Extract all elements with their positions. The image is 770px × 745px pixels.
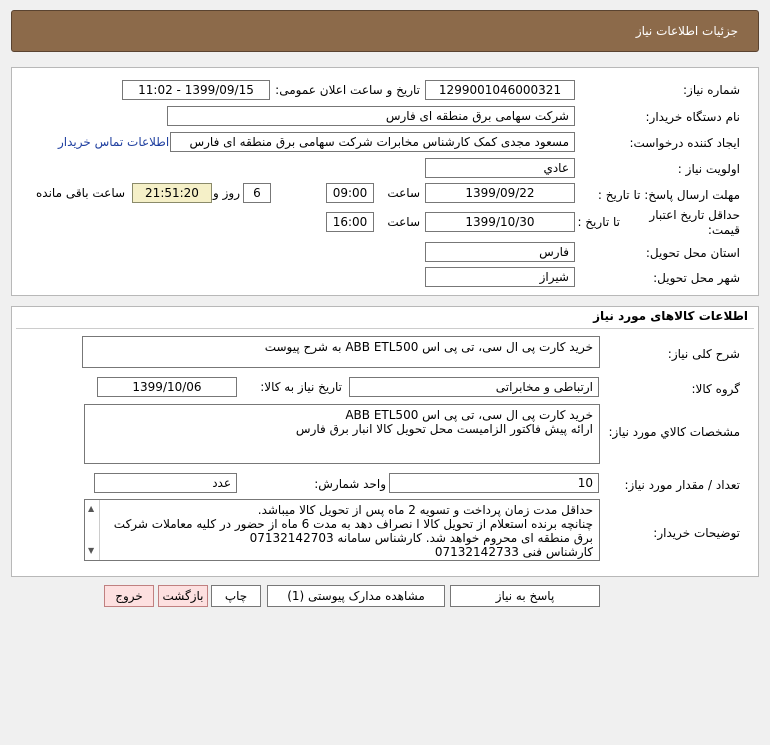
- announce-field: 1399/09/15 - 11:02: [122, 80, 270, 100]
- city-label: شهر محل تحویل:: [653, 271, 740, 285]
- back-button[interactable]: بازگشت: [158, 585, 208, 607]
- deadline-time-field: 09:00: [326, 183, 374, 203]
- need-number-label: شماره نیاز:: [683, 83, 740, 97]
- province-field: فارس: [425, 242, 575, 262]
- buyer-contact-link[interactable]: اطلاعات تماس خریدار: [58, 135, 170, 149]
- respond-button[interactable]: پاسخ به نیاز: [450, 585, 600, 607]
- days-remaining-field: 6: [243, 183, 271, 203]
- need-number-field: 1299001046000321: [425, 80, 575, 100]
- deadline-date-field: 1399/09/22: [425, 183, 575, 203]
- validity-time-label: ساعت: [387, 215, 420, 229]
- announce-label: تاریخ و ساعت اعلان عمومی:: [275, 83, 420, 97]
- need-info-panel: [11, 67, 759, 296]
- validity-time-field: 16:00: [326, 212, 374, 232]
- goods-group-label: گروه کالا:: [691, 382, 740, 396]
- buyer-org-label: نام دستگاه خریدار:: [645, 110, 740, 124]
- province-label: استان محل تحویل:: [645, 246, 740, 260]
- notes-line-1: حداقل مدت زمان پرداخت و تسویه 2 ماه پس از تحویل کالا میباشد.: [257, 503, 593, 517]
- validity-label: حداقل تاریخ اعتبار قیمت:: [649, 208, 740, 237]
- need-date-label: تاریخ نیاز به کالا:: [260, 380, 342, 394]
- remaining-time-field: 21:51:20: [132, 183, 212, 203]
- buyer-notes-label: توضیحات خریدار:: [653, 526, 740, 540]
- summary-field: خرید کارت پی ال سی، تی پی اس ABB ETL500 به شرح پیوست: [82, 336, 600, 368]
- quantity-field: 10: [389, 473, 599, 493]
- scroll-up-icon[interactable]: ▲: [88, 504, 95, 513]
- creator-field: مسعود مجدی کمک کارشناس مخابرات شرکت سهامی برق منطقه ای فارس: [170, 132, 575, 152]
- quantity-label: تعداد / مقدار مورد نیاز:: [624, 478, 740, 492]
- notes-line-2: چنانچه برنده استعلام از تحویل کالا ا نصراف دهد به مدت 6 ماه از حضور در کلیه معاملات شرکت برق منطقه ای محروم خواهد شد. کارشناس سامانه 07132142703: [113, 517, 593, 545]
- remaining-label: ساعت باقی مانده: [36, 186, 126, 200]
- page-title: جزئیات اطلاعات نیاز: [635, 24, 738, 38]
- print-button[interactable]: چاپ: [211, 585, 261, 607]
- creator-label: ایجاد کننده درخواست:: [629, 136, 740, 150]
- priority-label: اولویت نیاز :: [677, 162, 740, 176]
- notes-line-3: کارشناس فنی 07132142733: [434, 545, 593, 559]
- specs-field: [84, 404, 600, 464]
- deadline-label: مهلت ارسال پاسخ: تا تاریخ :: [597, 188, 740, 202]
- goods-group-field: ارتباطی و مخابراتی: [349, 377, 599, 397]
- page-header: [11, 10, 759, 52]
- city-field: شیراز: [425, 267, 575, 287]
- summary-label: شرح کلی نیاز:: [667, 347, 740, 361]
- buyer-notes-field: [84, 499, 600, 561]
- specs-label: مشخصات کالاي مورد نیاز:: [608, 425, 740, 439]
- deadline-time-label: ساعت: [387, 186, 420, 200]
- days-label: روز و: [213, 186, 240, 200]
- need-date-field: 1399/10/06: [97, 377, 237, 397]
- exit-button[interactable]: خروج: [104, 585, 154, 607]
- goods-section-title: اطلاعات کالاهای مورد نیاز: [593, 309, 748, 323]
- section-divider: [16, 328, 754, 329]
- specs-line-2: ارائه پیش فاکتور الزامیست محل تحویل کالا انبار برق فارس: [295, 422, 593, 436]
- buyer-org-field: شرکت سهامی برق منطقه ای فارس: [167, 106, 575, 126]
- unit-label: واحد شمارش:: [314, 477, 386, 491]
- view-attachments-button[interactable]: مشاهده مدارک پیوستی (1): [267, 585, 445, 607]
- priority-field: عادي: [425, 158, 575, 178]
- validity-until-label: تا تاریخ :: [577, 215, 620, 229]
- validity-date-field: 1399/10/30: [425, 212, 575, 232]
- unit-field: عدد: [94, 473, 237, 493]
- notes-scrollbar[interactable]: [85, 500, 100, 560]
- scroll-down-icon[interactable]: ▼: [88, 546, 95, 555]
- specs-line-1: خرید کارت پی ال سی، تی پی اس ABB ETL500: [345, 408, 593, 422]
